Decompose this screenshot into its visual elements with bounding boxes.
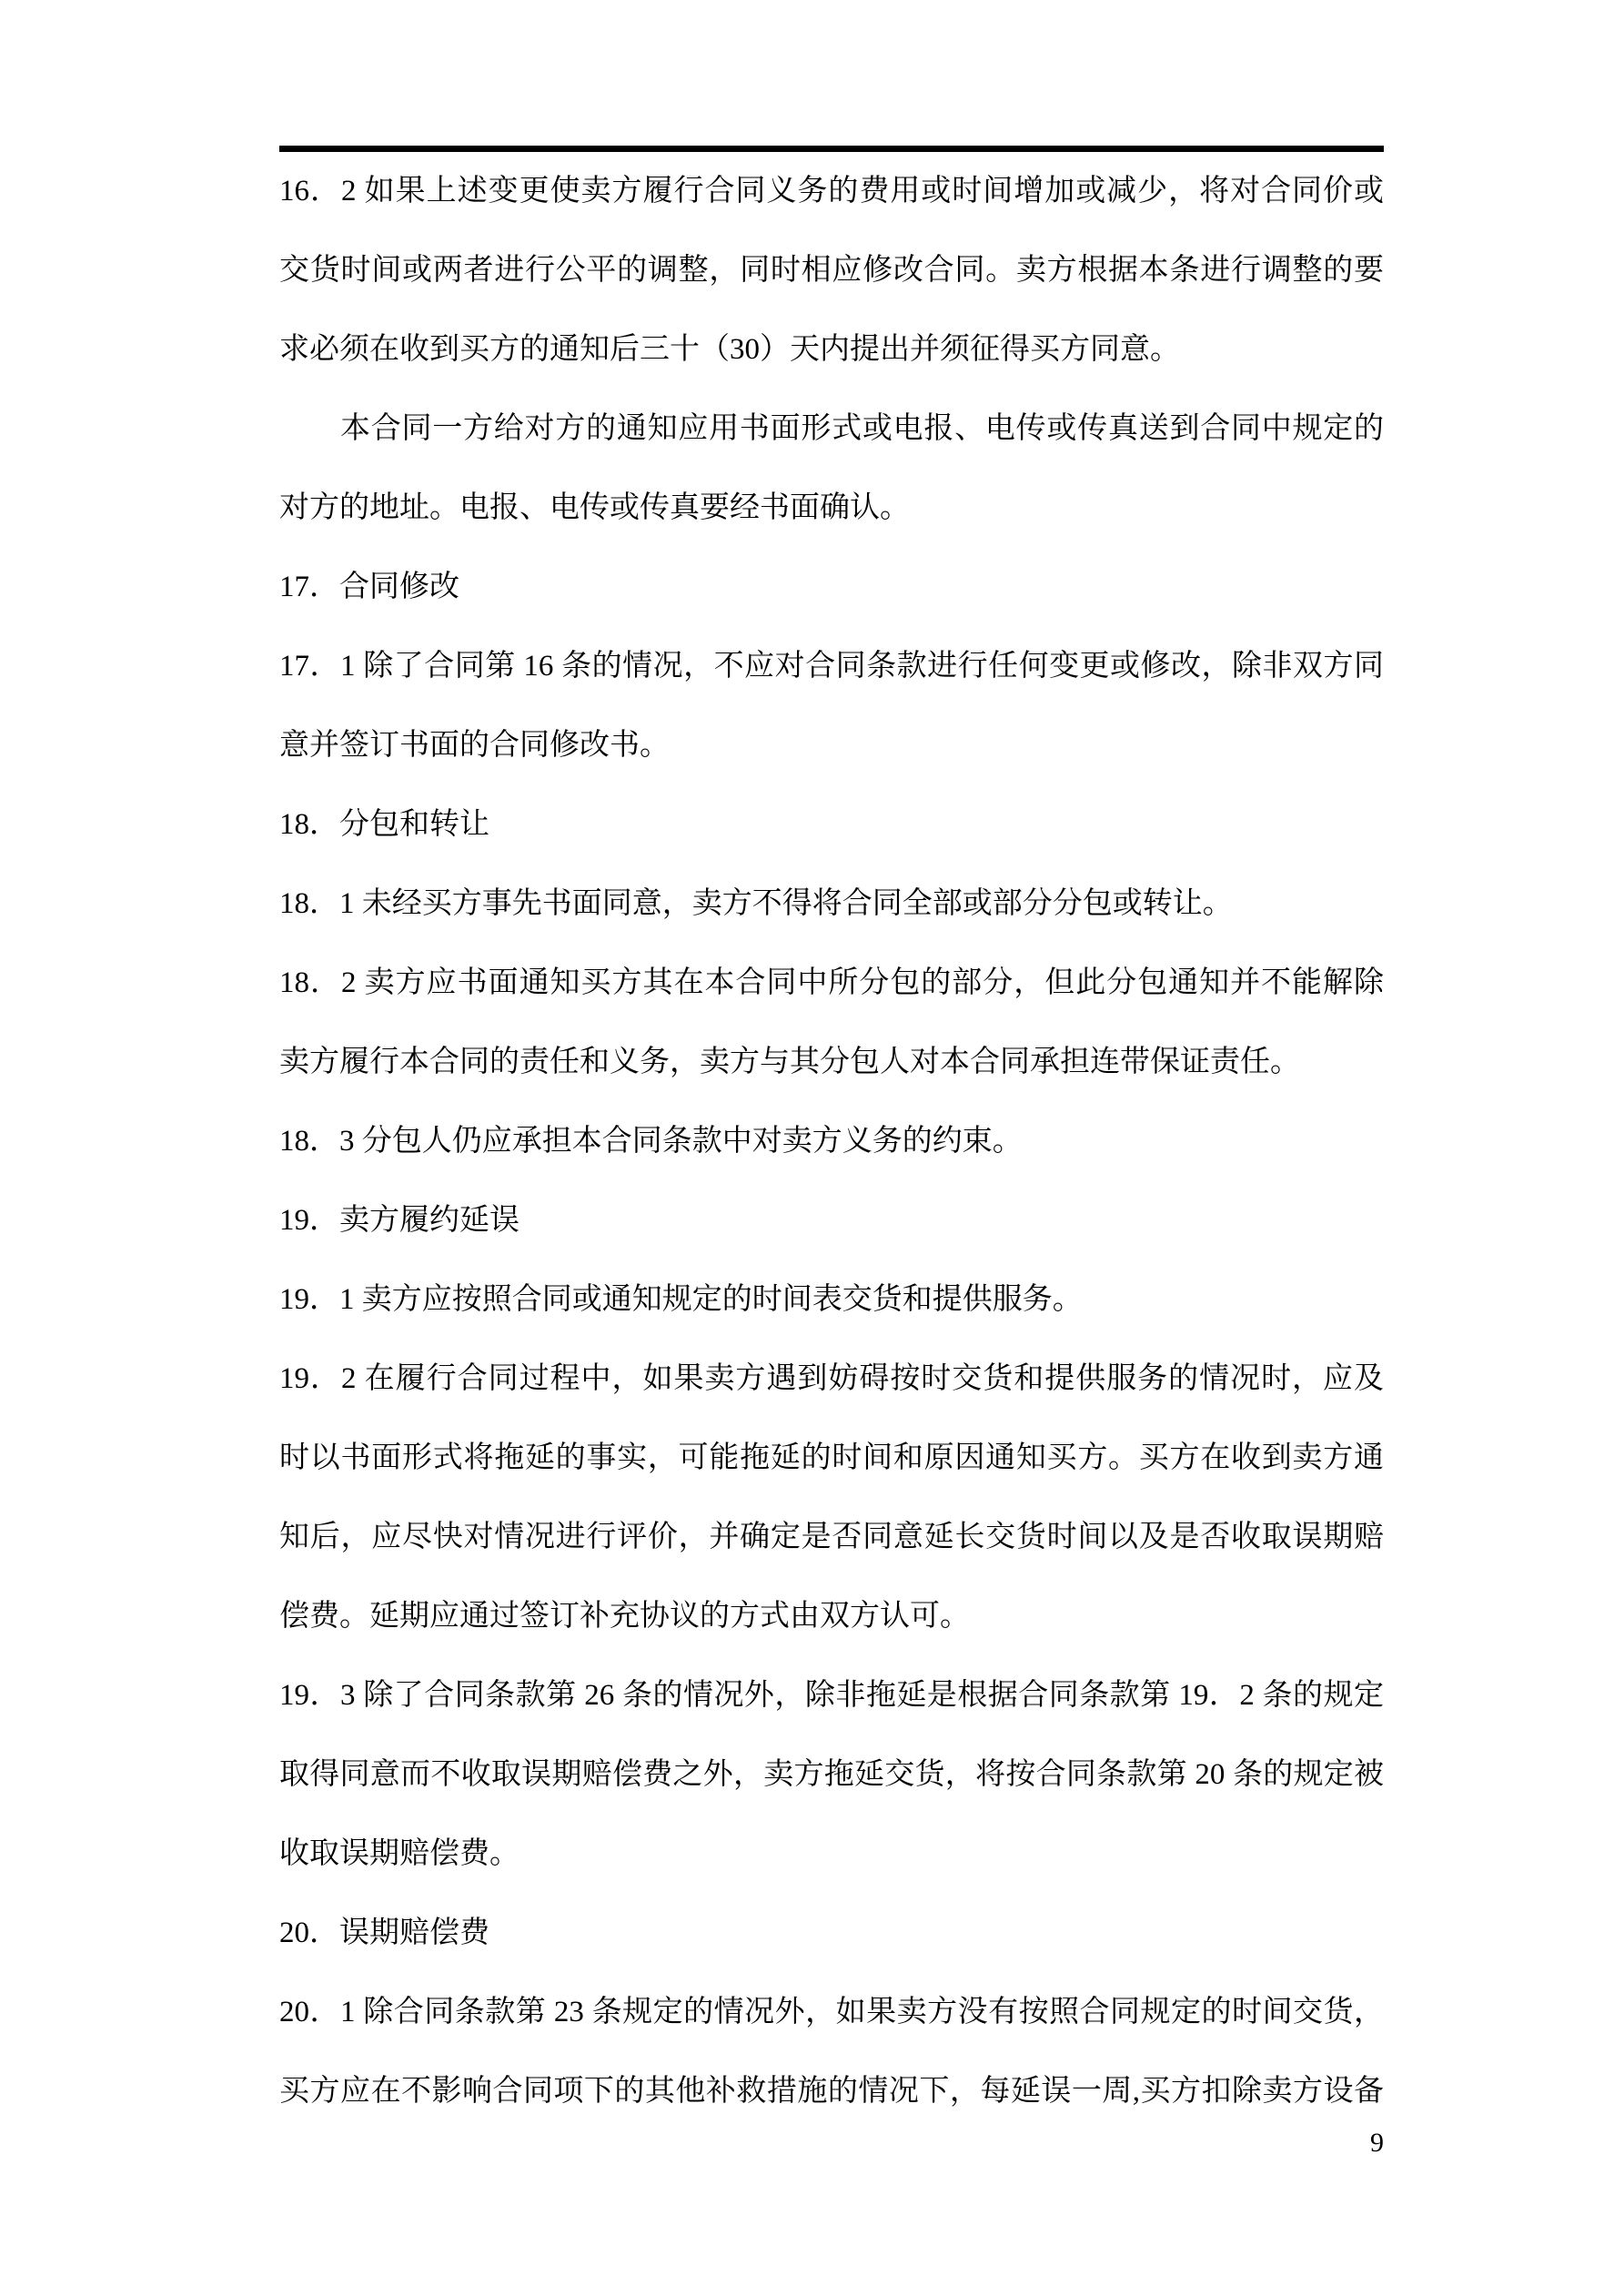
text-line: 偿费。延期应通过签订补充协议的方式由双方认可。 bbox=[279, 1600, 970, 1633]
page-number: 9 bbox=[1370, 2128, 1384, 2158]
text-line: 意并签订书面的合同修改书。 bbox=[279, 729, 670, 762]
header-rule bbox=[279, 146, 1384, 152]
text-line: 18．1 未经买方事先书面同意，卖方不得将合同全部或部分分包或转让。 bbox=[279, 887, 1233, 920]
text-line: 收取误期赔偿费。 bbox=[279, 1837, 519, 1870]
text-line: 18．3 分包人仍应承担本合同条款中对卖方义务的约束。 bbox=[279, 1125, 1023, 1158]
text-line: 18．分包和转让 bbox=[279, 808, 489, 841]
text-line: 19．卖方履约延误 bbox=[279, 1204, 519, 1237]
text-line: 17．合同修改 bbox=[279, 571, 459, 603]
text-line: 求必须在收到买方的通知后三十（30）天内提出并须征得买方同意。 bbox=[279, 333, 1180, 366]
text-line: 卖方履行本合同的责任和义务，卖方与其分包人对本合同承担连带保证责任。 bbox=[279, 1046, 1300, 1078]
text-line: 知后，应尽快对情况进行评价，并确定是否同意延长交货时间以及是否收取误期赔 bbox=[279, 1521, 1384, 1553]
text-line: 买方应在不影响合同项下的其他补救措施的情况下，每延误一周,买方扣除卖方设备 bbox=[279, 2075, 1384, 2108]
text-line: 取得同意而不收取误期赔偿费之外，卖方拖延交货，将按合同条款第 20 条的规定被 bbox=[279, 1758, 1384, 1791]
text-line: 18．2 卖方应书面通知买方其在本合同中所分包的部分，但此分包通知并不能解除 bbox=[279, 966, 1384, 999]
text-line: 19．1 卖方应按照合同或通知规定的时间表交货和提供服务。 bbox=[279, 1283, 1083, 1316]
text-line: 20．误期赔偿费 bbox=[279, 1917, 489, 1949]
text-line: 19．2 在履行合同过程中，如果卖方遇到妨碍按时交货和提供服务的情况时，应及 bbox=[279, 1362, 1384, 1395]
text-line: 交货时间或两者进行公平的调整，同时相应修改合同。卖方根据本条进行调整的要 bbox=[279, 254, 1384, 287]
text-line: 对方的地址。电报、电传或传真要经书面确认。 bbox=[279, 491, 910, 524]
text-line: 本合同一方给对方的通知应用书面形式或电报、电传或传真送到合同中规定的 bbox=[340, 412, 1384, 445]
document-body bbox=[279, 152, 1384, 2131]
text-line: 时以书面形式将拖延的事实，可能拖延的时间和原因通知买方。买方在收到卖方通 bbox=[279, 1441, 1384, 1474]
text-line: 20．1 除合同条款第 23 条规定的情况外，如果卖方没有按照合同规定的时间交货， bbox=[279, 1996, 1384, 2028]
text-line: 17．1 除了合同第 16 条的情况，不应对合同条款进行任何变更或修改，除非双方同 bbox=[279, 650, 1384, 683]
text-line: 16．2 如果上述变更使卖方履行合同义务的费用或时间增加或减少，将对合同价或 bbox=[279, 175, 1384, 207]
text-line: 19．3 除了合同条款第 26 条的情况外，除非拖延是根据合同条款第 19．2 条的规定 bbox=[279, 1679, 1384, 1712]
